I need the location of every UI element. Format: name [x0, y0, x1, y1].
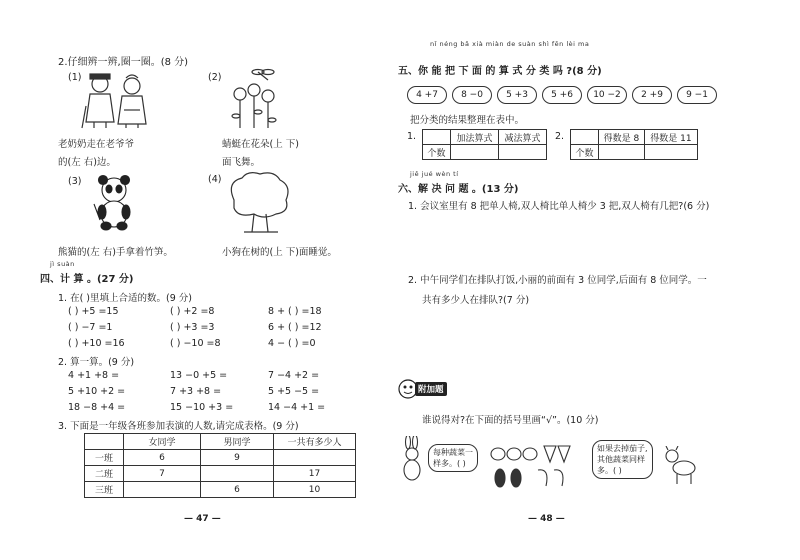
table-cell: 9 — [201, 450, 274, 466]
class-table — [84, 433, 356, 498]
item-text: 的(左 右)边。 — [58, 157, 116, 168]
bonus-badge — [398, 378, 448, 400]
problem-2-line2: 共有多少人在排队?(7 分) — [422, 295, 530, 306]
classify-table-2 — [570, 129, 698, 160]
calc-expression: 13 −0 +5 = — [170, 370, 228, 381]
table-cell: 二班 — [85, 466, 124, 482]
table-cell[interactable] — [274, 450, 356, 466]
expression-pill[interactable]: 4 +7 — [407, 86, 447, 104]
s6-pinyin: jiě jué wèn tí — [410, 170, 459, 178]
classify-table-1 — [422, 129, 547, 160]
calc-expression: 18 −8 +4 = — [68, 402, 126, 413]
bonus-badge-label: 附加题 — [415, 382, 447, 396]
s4-q3-title: 3. 下面是一年级各班参加表演的人数,请完成表格。(9 分) — [58, 421, 299, 432]
table-cell: 10 — [274, 482, 356, 498]
table-header — [85, 434, 124, 450]
item-number: (2) — [208, 72, 222, 83]
expression-pill[interactable]: 5 +3 — [497, 86, 537, 104]
panda-illustration — [90, 174, 138, 232]
fill-expression: ( ) +10 =16 — [68, 338, 125, 349]
bubble-text[interactable]: 多。( ) — [597, 466, 622, 475]
page-number: — 47 — — [184, 514, 221, 524]
item-text: 小狗在树的(上 下)面睡觉。 — [222, 247, 337, 258]
table-cell: 6 — [124, 450, 201, 466]
expression-pill[interactable]: 2 +9 — [632, 86, 672, 104]
item-number: (4) — [208, 174, 222, 185]
table-header: 减法算式 — [499, 130, 547, 145]
table-header — [571, 130, 599, 145]
table-header: 一共有多少人 — [274, 434, 356, 450]
s5-instruction: 把分类的结果整理在表中。 — [410, 115, 525, 126]
expression-pill[interactable]: 8 −0 — [452, 86, 492, 104]
calc-expression: 7 −4 +2 = — [268, 370, 320, 381]
item-number: (1) — [68, 72, 82, 83]
table-number: 1. — [407, 131, 417, 142]
expression-pill[interactable]: 9 −1 — [677, 86, 717, 104]
q2-title: 2.仔细辨一辨,圈一圈。(8 分) — [58, 57, 189, 68]
bubble-text[interactable]: 样多。( ) — [433, 459, 466, 468]
fill-expression: ( ) +5 =15 — [68, 306, 119, 317]
table-cell[interactable] — [499, 145, 547, 160]
expression-pill[interactable]: 10 −2 — [587, 86, 627, 104]
fill-expression: 4 − ( ) =0 — [268, 338, 316, 349]
speech-bubble-2 — [592, 440, 653, 479]
fill-expression: ( ) −7 =1 — [68, 322, 113, 333]
s5-title: 五、你 能 把 下 面 的 算 式 分 类 吗 ?(8 分) — [398, 66, 602, 77]
table-cell: 17 — [274, 466, 356, 482]
fill-expression: 6 + ( ) =12 — [268, 322, 322, 333]
table-header — [423, 130, 451, 145]
table-cell: 个数 — [423, 145, 451, 160]
table-cell: 6 — [201, 482, 274, 498]
problem-2-line1: 2. 中午同学们在排队打饭,小丽的前面有 3 位同学,后面有 8 位同学。一 — [408, 275, 707, 286]
expression-pill[interactable]: 5 +6 — [542, 86, 582, 104]
s4-q1-title: 1. 在( )里填上合适的数。(9 分) — [58, 293, 192, 304]
s6-title: 六、解 决 问 题 。(13 分) — [398, 184, 519, 195]
s4-title: 四、计 算 。(27 分) — [40, 274, 134, 285]
fill-expression: ( ) +2 =8 — [170, 306, 215, 317]
item-number: (3) — [68, 176, 82, 187]
tree-dog-illustration — [224, 170, 294, 236]
table-header: 女同学 — [124, 434, 201, 450]
calc-expression: 7 +3 +8 = — [170, 386, 222, 397]
table-cell: 一班 — [85, 450, 124, 466]
grandparents-illustration — [78, 70, 156, 130]
vegetables-illustration — [488, 440, 584, 492]
page-number: — 48 — — [528, 514, 565, 524]
table-cell[interactable] — [599, 145, 645, 160]
table-cell[interactable] — [124, 482, 201, 498]
table-header: 男同学 — [201, 434, 274, 450]
table-header: 得数是 11 — [644, 130, 697, 145]
table-number: 2. — [555, 131, 565, 142]
fill-expression: ( ) +3 =3 — [170, 322, 215, 333]
problem-1: 1. 会议室里有 8 把单人椅,双人椅比单人椅少 3 把,双人椅有几把?(6 分) — [408, 201, 710, 212]
speech-bubble-1 — [428, 444, 478, 472]
s5-pinyin: nǐ néng bǎ xià miàn de suàn shì fēn lèi ma — [430, 40, 590, 48]
goat-illustration — [664, 446, 698, 486]
table-cell: 7 — [124, 466, 201, 482]
table-cell[interactable] — [451, 145, 499, 160]
table-cell: 三班 — [85, 482, 124, 498]
calc-expression: 4 +1 +8 = — [68, 370, 120, 381]
bubble-text: 如果去掉茄子, — [597, 444, 648, 453]
rabbit-illustration — [400, 436, 424, 484]
s4-q2-title: 2. 算一算。(9 分) — [58, 357, 135, 368]
calc-expression: 15 −10 +3 = — [170, 402, 234, 413]
table-header: 得数是 8 — [599, 130, 645, 145]
dragonfly-flowers-illustration — [228, 66, 278, 130]
table-cell[interactable] — [201, 466, 274, 482]
table-cell[interactable] — [644, 145, 697, 160]
fill-expression: 8 + ( ) =18 — [268, 306, 322, 317]
item-text: 面飞舞。 — [222, 157, 261, 168]
bubble-text: 其他蔬菜同样 — [597, 455, 645, 464]
bubble-text: 每种蔬菜一 — [433, 448, 473, 457]
item-text: 熊猫的(左 右)手拿着竹笋。 — [58, 247, 173, 258]
bonus-title: 谁说得对?在下面的括号里画“√”。(10 分) — [422, 415, 599, 426]
table-cell: 个数 — [571, 145, 599, 160]
item-text: 蜻蜓在花朵(上 下) — [222, 139, 299, 150]
table-header: 加法算式 — [451, 130, 499, 145]
calc-expression: 5 +5 −5 = — [268, 386, 320, 397]
s4-pinyin: jì suàn — [50, 260, 75, 268]
calc-expression: 14 −4 +1 = — [268, 402, 326, 413]
item-text: 老奶奶走在老爷爷 — [58, 139, 135, 150]
fill-expression: ( ) −10 =8 — [170, 338, 221, 349]
calc-expression: 5 +10 +2 = — [68, 386, 126, 397]
